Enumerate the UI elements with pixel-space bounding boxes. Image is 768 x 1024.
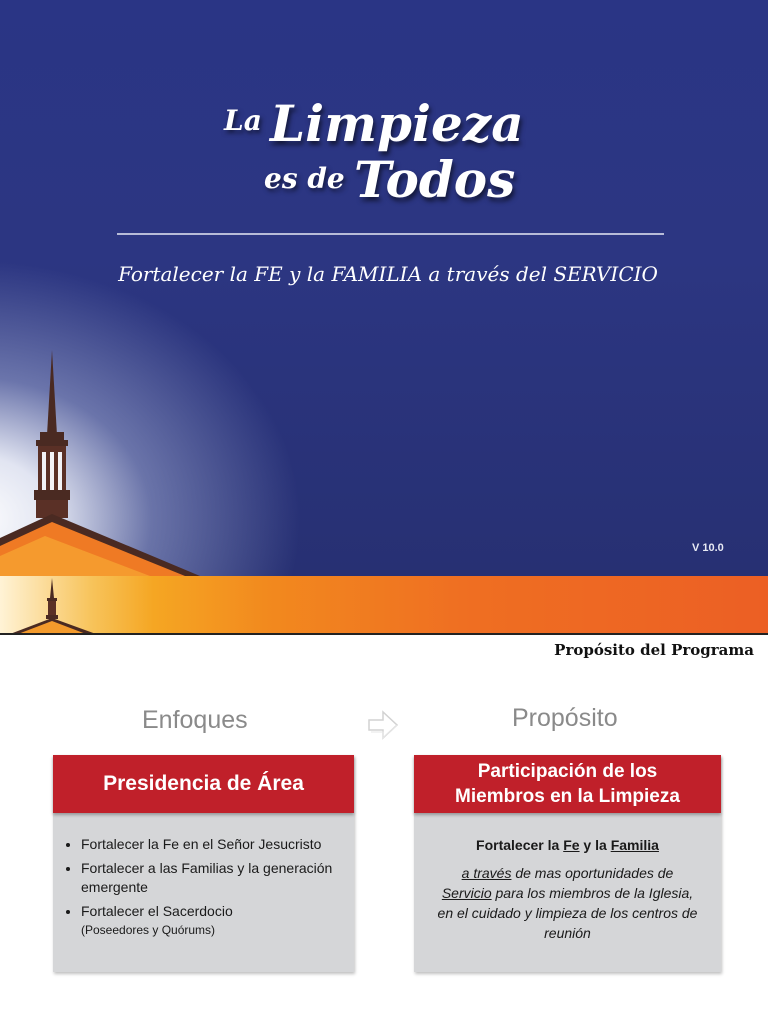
title-word-todos: Todos — [354, 150, 516, 209]
strengthen-line — [414, 837, 721, 853]
arrow-right-icon — [366, 708, 400, 742]
text-segment: en el cuidado y limpieza de los centros de reunión — [437, 905, 698, 941]
slide-divider — [0, 633, 768, 635]
text-segment: para los miembros de la Iglesia, — [491, 885, 694, 901]
program-purpose-heading: Propósito del Programa — [554, 641, 754, 659]
enfoques-title: Enfoques — [142, 706, 248, 734]
title-word-la: La — [224, 104, 262, 137]
member-participation-header — [414, 755, 721, 813]
list-item — [81, 835, 366, 854]
church-steeple-icon — [0, 350, 200, 580]
text-segment: de mas oportunidades de — [511, 865, 674, 881]
title-word-limpieza: Limpieza — [270, 94, 524, 153]
familia-underlined: Familia — [610, 837, 659, 853]
list-item-text: Fortalecer el Sacerdocio — [81, 903, 233, 919]
slide-subtitle: Fortalecer la FE y la FAMILIA a través del SERVICIO — [118, 262, 658, 286]
list-item-text: Fortalecer a las Familias y la generación emergente — [81, 860, 333, 895]
list-item-text: Fortalecer la Fe en el Señor Jesucristo — [81, 836, 322, 852]
list-item — [81, 859, 366, 897]
proposito-panel — [414, 755, 721, 972]
header-line-1: Participación de los — [477, 761, 658, 782]
area-presidency-header: Presidencia de Área — [53, 755, 354, 813]
list-item — [81, 902, 366, 940]
fe-underlined: Fe — [563, 837, 580, 853]
servicio-underlined: Servicio — [441, 885, 492, 901]
version-label: V 10.0 — [692, 542, 724, 554]
orange-band — [0, 576, 768, 634]
service-description — [414, 863, 721, 943]
small-steeple-icon — [8, 578, 98, 634]
priesthood-note: (Poseedores y Quórums) — [81, 923, 216, 937]
title-divider — [117, 233, 664, 235]
focus-list — [63, 835, 366, 945]
enfoques-panel — [53, 755, 354, 972]
a-traves-underlined: a través — [461, 865, 512, 881]
text-segment: y la — [579, 837, 611, 853]
text-segment: Fortalecer la — [476, 837, 564, 853]
header-line-2: Miembros en la Limpieza — [455, 786, 680, 807]
title-word-es-de: es de — [264, 162, 345, 195]
proposito-title: Propósito — [512, 704, 618, 732]
slide-title — [0, 94, 768, 220]
purpose-text — [414, 837, 721, 943]
